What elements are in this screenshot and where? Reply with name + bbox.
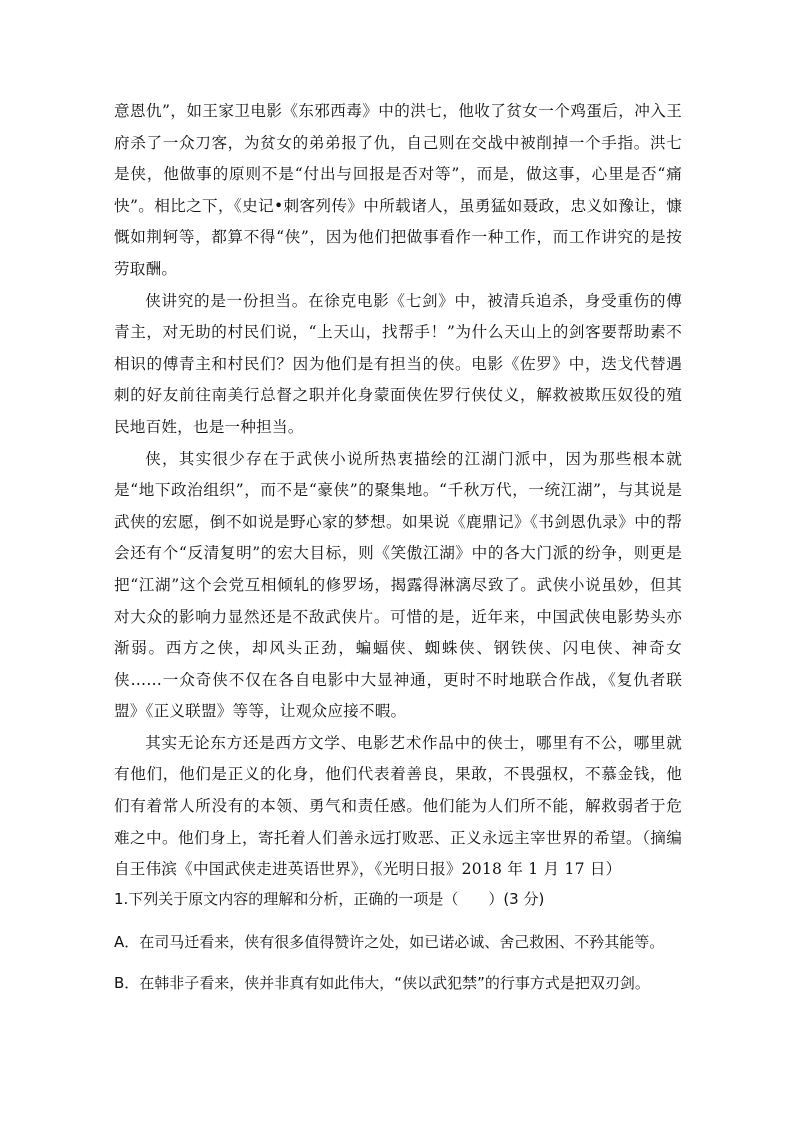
- paragraph-4: 其实无论东方还是西方文学、电影艺术作品中的侠士，哪里有不公，哪里就有他们，他们是正义的化身，他们代表着善良，果敢，不畏强权，不慕金钱，他们有着常人所没有的本领、勇气和责任感。他们能为人们所不能，解救弱者于危难之中。他们身上，寄托着人们善永远打败恶、正义永远主宰世界的希望。（摘编自王伟滨《中国武侠走进英语世界》，《光明日报》2018 年 1 月 17 日）: [114, 733, 682, 879]
- paragraph-2: 侠讲究的是一份担当。在徐克电影《七剑》中，被清兵追杀，身受重伤的傅青主，对无助的村民们说，“上天山，找帮手！”为什么天山上的剑客要帮助素不相识的傅青主和村民们？因为他们是有担当的侠。电影《佐罗》中，迭戈代替遇刺的好友前往南美行总督之职并化身蒙面侠佐罗行侠仗义，解救被欺压奴役的殖民地百姓，也是一种担当。: [114, 291, 682, 436]
- paragraph-3: 侠，其实很少存在于武侠小说所热衷描绘的江湖门派中，因为那些根本就是“地下政治组织”，而不是“豪侠”的聚集地。“千秋万代，一统江湖”，与其说是武侠的宏愿，倒不如说是野心家的梦想。如果说《鹿鼎记》《书剑恩仇录》中的帮会还有个“反清复明”的宏大目标，则《笑傲江湖》中的各大门派的纷争，则更是把“江湖”这个会党互相倾轧的修罗场，揭露得淋漓尽致了。武侠小说虽妙，但其对大众的影响力显然还是不敌武侠片。可惜的是，近年来，中国武侠电影势头亦渐弱。西方之侠，却风头正劲，蝙蝠侠、蜘蛛侠、钢铁侠、闪电侠、神奇女侠……一众奇侠不仅在各自电影中大显神通，更时不时地联合作战，《复仇者联盟》《正义联盟》等等，让观众应接不暇。: [114, 449, 682, 721]
- article-body: [114, 96, 682, 886]
- option-b: B．在韩非子看来，侠并非真有如此伟大，“侠以武犯禁”的行事方式是把双刃剑。: [114, 974, 650, 992]
- question-stem: 1.下列关于原文内容的理解和分析，正确的一项是（ ）(3 分): [114, 890, 545, 908]
- paragraph-1: 意恩仇”，如王家卫电影《东邪西毒》中的洪七，他收了贫女一个鸡蛋后，冲入王府杀了一众刀客，为贫女的弟弟报了仇，自己则在交战中被削掉一个手指。洪七是侠，他做事的原则不是“付出与回报是否对等”，而是，做这事，心里是否“痛快”。相比之下，《史记•刺客列传》中所载诸人，虽勇猛如聂政，忠义如豫让，慷慨如荆轲等，都算不得“侠”，因为他们把做事看作一种工作，而工作讲究的是按劳取酬。: [114, 102, 682, 278]
- option-a: A．在司马迁看来，侠有很多值得赞许之处，如已诺必诚、舍己救困、不矜其能等。: [114, 933, 665, 951]
